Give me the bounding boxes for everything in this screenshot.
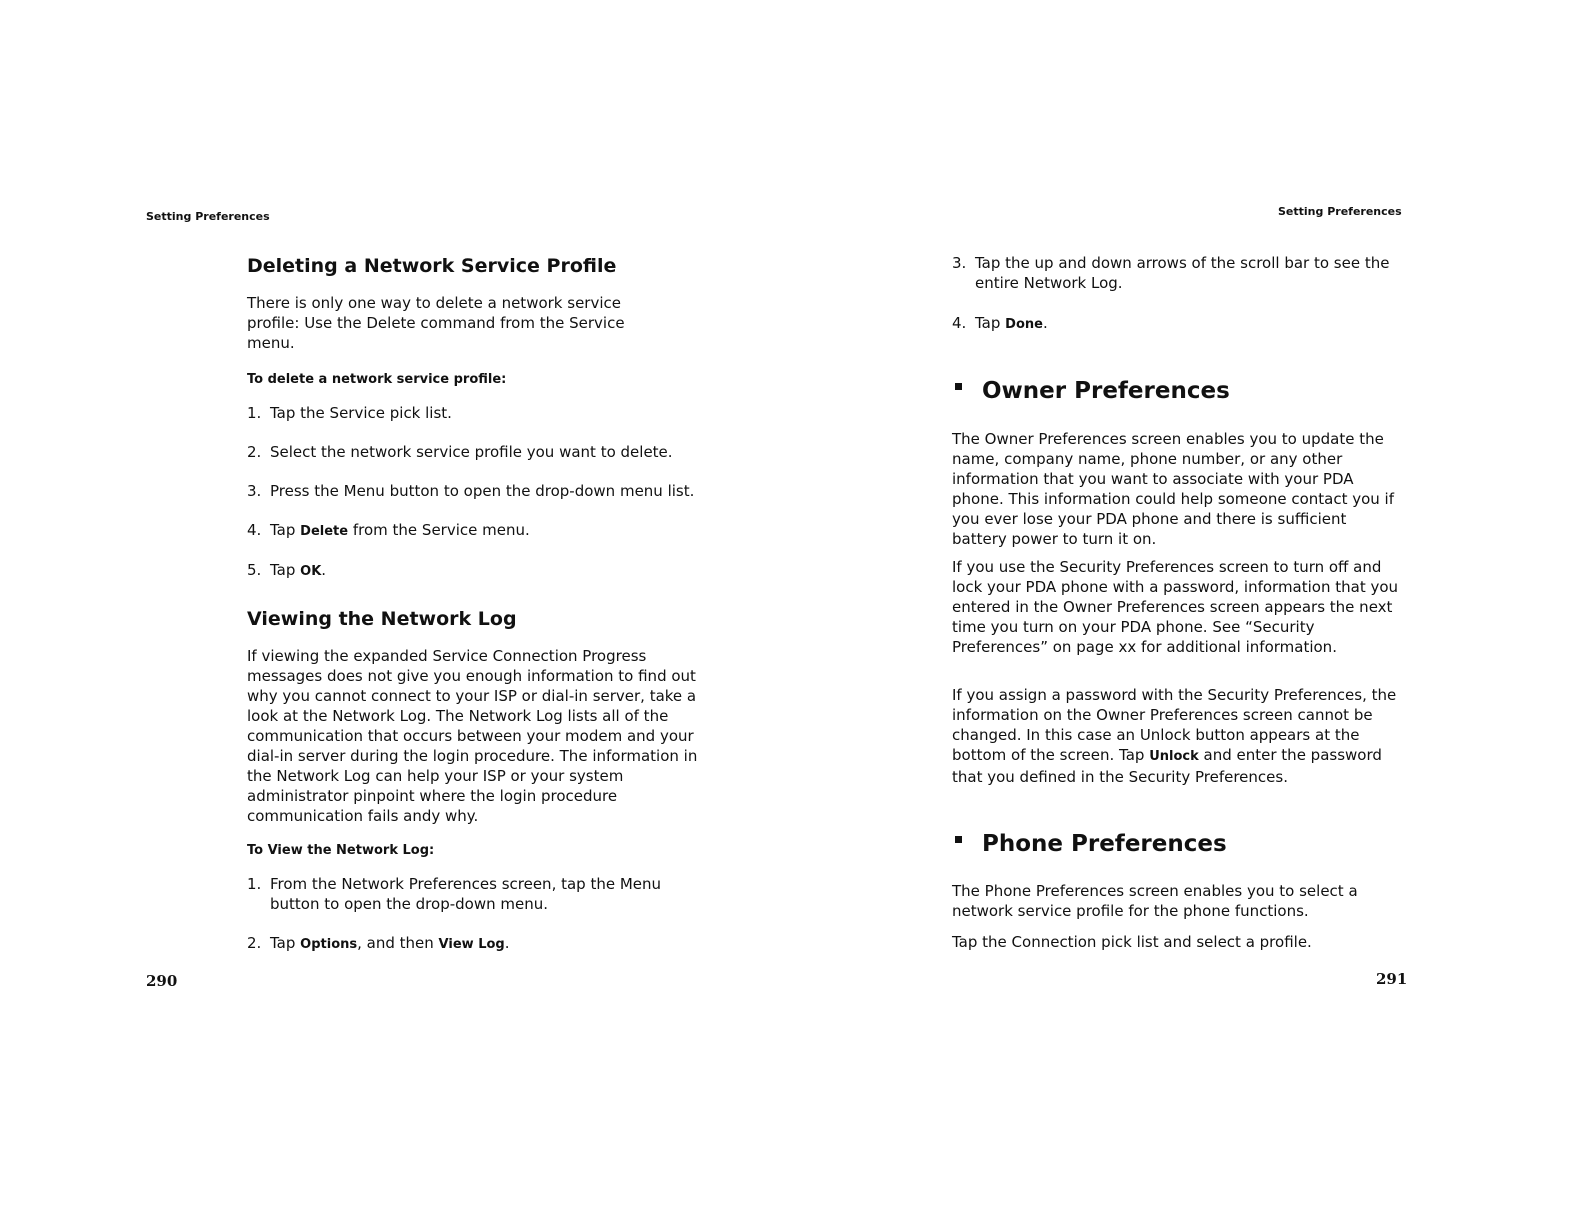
view-log-step-4: [952, 313, 1435, 335]
viewing-intro-paragraph: If viewing the expanded Service Connection Progress messages does not give you enough information to find out why you cannot connect to your ISP or dial-in server, take a look at the Network Log. The Network Log lists all of the communication that occurs between your modem and your dial-in server during the login procedure. The information in the Network Log can help your ISP or your system administrator pinpoint where the login procedure communication fails andy why.: [247, 647, 698, 825]
step-number: 3.: [952, 254, 967, 272]
page-number-right: 291: [1376, 970, 1408, 988]
ui-term-delete: Delete: [300, 524, 349, 539]
section-heading-deleting-profile: Deleting a Network Service Profile: [247, 255, 617, 277]
owner-paragraph-2: If you use the Security Preferences screen to turn off and lock your PDA phone with a password, information that you entered in the Owner Preferences screen appears the next time you turn on your PDA phone. See “Security Preferences” on page xx for additional information.: [952, 558, 1399, 656]
step-number: 3.: [247, 482, 262, 500]
section-heading-phone-preferences: [952, 829, 1227, 859]
paragraph-text-pre: If you assign a password with the Security Preferences, the information on the Owner Preferences screen cannot be changed. In this case an Unlock button appears at the bottom of the screen. Tap: [952, 686, 1397, 764]
phone-paragraph-2: Tap the Connection pick list and select a profile.: [952, 933, 1312, 951]
square-bullet-icon: [955, 836, 962, 843]
step-text: Press the Menu button to open the drop-down menu list.: [270, 482, 695, 500]
ui-term-done: Done: [1005, 317, 1043, 332]
step-number: 4.: [952, 314, 967, 332]
step-number: 2.: [247, 443, 262, 461]
page-number-left: 290: [146, 972, 178, 990]
step-number: 1.: [247, 404, 262, 422]
running-head-left: Setting Preferences: [146, 210, 270, 223]
step-number: 1.: [247, 875, 262, 893]
step-number: 5.: [247, 561, 262, 579]
paragraph-text-post: and enter the password that you defined in the Security Preferences.: [952, 746, 1382, 786]
delete-step-1: [247, 403, 740, 423]
step-text-post: .: [321, 561, 327, 579]
delete-step-5: [247, 560, 740, 582]
heading-text: Owner Preferences: [982, 378, 1230, 404]
step-text-post: from the Service menu.: [348, 521, 530, 539]
step-text: From the Network Preferences screen, tap the Menu button to open the drop-down menu.: [270, 875, 662, 913]
ui-term-options: Options: [300, 937, 358, 952]
step-number: 4.: [247, 521, 262, 539]
step-text-pre: Tap: [270, 934, 301, 952]
view-log-step-3: [952, 253, 1435, 293]
section-heading-viewing-log: Viewing the Network Log: [247, 608, 517, 630]
ui-term-ok: OK: [300, 564, 322, 579]
section-heading-owner-preferences: [952, 376, 1230, 406]
owner-paragraph-3: [952, 685, 1404, 787]
running-head-right: Setting Preferences: [1278, 205, 1402, 218]
delete-step-4: [247, 520, 740, 542]
step-text: Select the network service profile you want to delete.: [270, 443, 673, 461]
delete-step-2: [247, 442, 740, 462]
step-number: 2.: [247, 934, 262, 952]
step-text-post: .: [504, 934, 510, 952]
phone-paragraph-1: The Phone Preferences screen enables you to select a network service profile for the phone functions.: [952, 882, 1358, 920]
ui-term-unlock: Unlock: [1149, 749, 1199, 764]
step-text: Tap the Service pick list.: [270, 404, 452, 422]
step-text-mid: , and then: [357, 934, 439, 952]
step-text-post: .: [1042, 314, 1048, 332]
procedure-title-delete-profile: To delete a network service profile:: [247, 372, 507, 387]
step-text-pre: Tap: [270, 561, 301, 579]
procedure-title-view-log: To View the Network Log:: [247, 843, 435, 858]
view-log-step-1: [247, 874, 710, 914]
view-log-step-2: [247, 933, 710, 955]
step-text: Tap the up and down arrows of the scroll bar to see the entire Network Log.: [975, 254, 1390, 292]
step-text-pre: Tap: [270, 521, 301, 539]
heading-text: Phone Preferences: [982, 831, 1227, 857]
square-bullet-icon: [955, 383, 962, 390]
deleting-intro-paragraph: There is only one way to delete a network service profile: Use the Delete command from the Service menu.: [247, 294, 625, 352]
ui-term-view-log: View Log: [438, 937, 505, 952]
delete-step-3: [247, 481, 740, 501]
step-text-pre: Tap: [975, 314, 1006, 332]
owner-paragraph-1: The Owner Preferences screen enables you to update the name, company name, phone number, or any other information that you want to associate with your PDA phone. This information could help someone contact you if you ever lose your PDA phone and there is sufficient battery power to turn it on.: [952, 430, 1395, 548]
